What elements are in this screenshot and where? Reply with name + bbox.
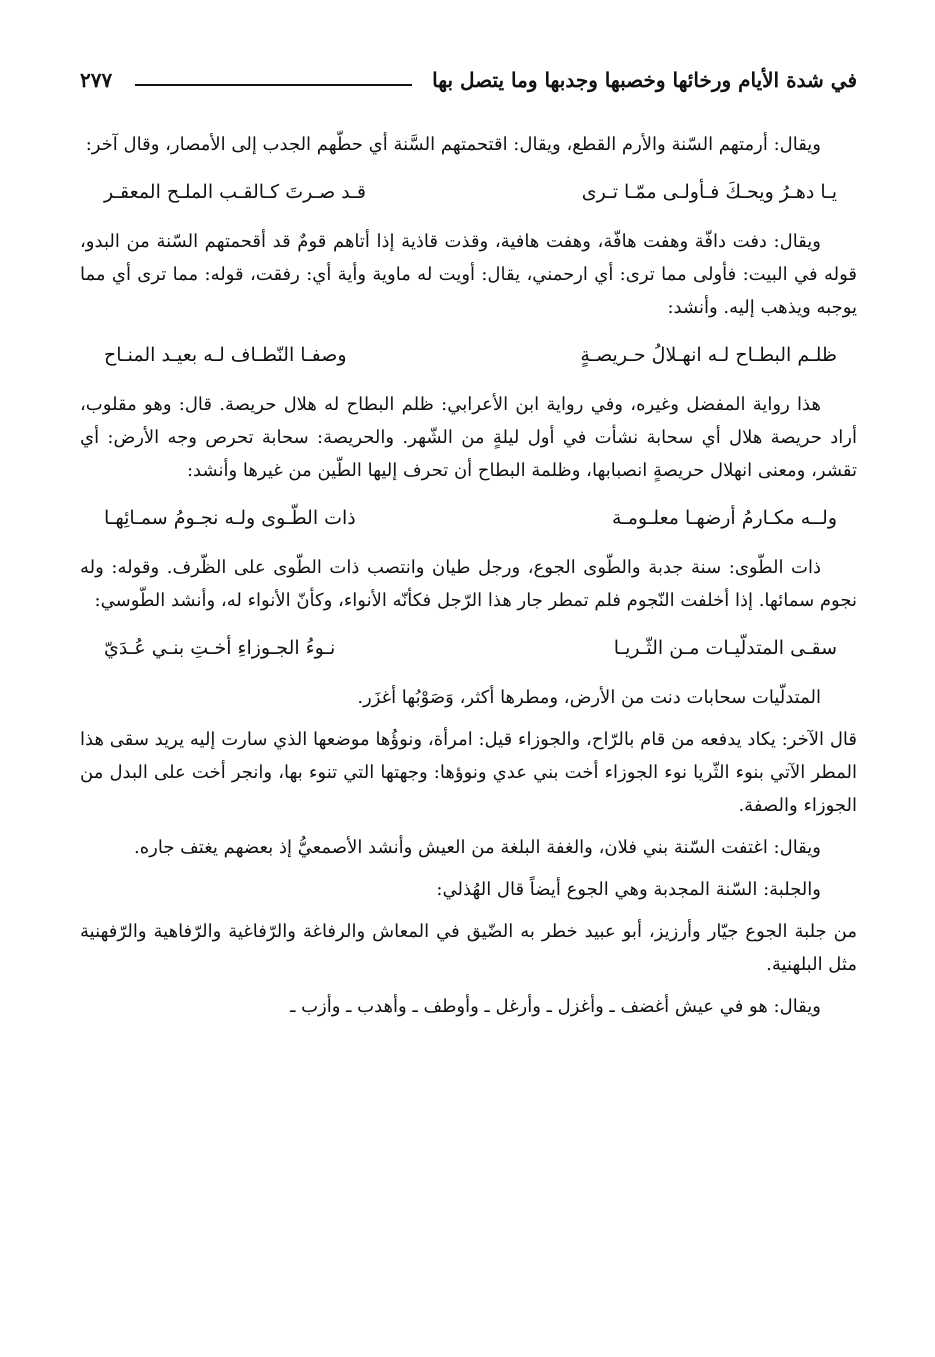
paragraph: هذا رواية المفضل وغيره، وفي رواية ابن الأعرابي: ظلم البطاح له هلال حريصة. قال: وهو مقلوب، أراد حريصة هلال أي سحابة نشأت في أول ليلةٍ من الشّهر. والحريصة: سحابة تحرص وجه الأرض: أي تقشر، ومعنى انهلال حريصةٍ انصبابها، وظلمة البطاح أن تحرف إليها الطّين من غيرها وأنشد:	[80, 394, 857, 481]
verse-second-hemistich: وصفـا النّطـاف لـه بعيـد المنـاح	[104, 344, 347, 366]
paragraph: ويقال: هو في عيش أغضف ـ وأغزل ـ وأرغل ـ وأوطف ـ وأهدب ـ وأزب ـ	[290, 996, 821, 1017]
verse-first-hemistich: يـا دهـرُ ويحـكَ فـأولـى ممّـا تـرى	[581, 181, 837, 203]
paragraph: المتدلّيات سحابات دنت من الأرض، ومطرها أكثر، وَصَوْبُها أغزَر.	[357, 687, 821, 708]
verse-second-hemistich: ذات الطّـوى ولـه نجـومُ سمـائِهـا	[104, 507, 356, 529]
verse-first-hemistich: سقـى المتدلّيـات مـن الثّـريـا	[613, 637, 837, 659]
paragraph: ويقال: اغتفت السّنة بني فلان، والغفة البلغة من العيش وأنشد الأصمعيُّ إذ بعضهم يغتف جاره.	[134, 837, 821, 858]
page-body	[80, 128, 857, 1032]
verse-line	[80, 631, 857, 665]
verse-second-hemistich: قـد صـرتَ كـالقـب الملـح المعقـر	[104, 181, 366, 203]
verse-line	[80, 501, 857, 535]
verse-line	[80, 175, 857, 209]
paragraph: ذات الطّوى: سنة جدبة والطّوى الجوع، ورجل طيان وانتصب ذات الطّوى على الظّرف. وقوله: وله نجوم سمائها. إذا أخلفت النّجوم فلم تمطر جار هذا الرّجل فكأنّه الأنواء، وكأنّ الأنواء له، وأنشد الطّوسي:	[80, 557, 857, 611]
verse-first-hemistich: ولــه مكـارمُ أرضهـا معلـومـة	[611, 507, 837, 529]
verse-first-hemistich: ظلـم البطـاح لـه انهـلالُ حـريصـةٍ	[580, 344, 837, 366]
paragraph: والجلبة: السّنة المجدبة وهي الجوع أيضاً قال الهُذلي:	[436, 879, 821, 900]
header-rule	[135, 84, 412, 86]
verse-second-hemistich: نـوءُ الجـوزاءِ أخـتِ بنـي عُـدَيّ	[104, 637, 336, 659]
verse-line	[80, 338, 857, 372]
paragraph: ويقال: أرمتهم السّنة والأرم القطع، ويقال: اقتحمتهم السَّنة أي حطّهم الجدب إلى الأمصار، وقال آخر:	[85, 134, 821, 155]
paragraph: من جلبة الجوع جيّار وأرزيز، أبو عبيد خطر به الضّيق في المعاش والرفاغة والرّفاغية والرّفاهية والرّفهنية مثل البلهنية.	[80, 921, 857, 975]
paragraph: ويقال: دفت دافّة وهفت هافّة، وهفت هافية، وقذت قاذية إذا أتاهم قومٌ قد أقحمتهم السّنة من البدو، قوله في البيت: فأولى مما ترى: أي ارحمني، يقال: أويت له ماوية وأية أي: رفقت، قوله: مما ترى أي مما يوجبه ويذهب إليه. وأنشد:	[80, 231, 857, 318]
page-header	[80, 62, 857, 102]
paragraph: قال الآخر: يكاد يدفعه من قام بالرّاح، والجوزاء قيل: امرأة، ونوؤُها موضعها الذي سارت إليه يريد سقى هذا المطر الآتي بنوء الثّريا نوء الجوزاء أخت بني عدي ونوؤها: وجهتها التي تنوء بها، وانجر أخت على البدل من الجوزاء والصفة.	[80, 729, 857, 816]
page-number: ٢٧٧	[80, 68, 113, 92]
running-title: في شدة الأيام ورخائها وخصبها وجدبها وما يتصل بها	[432, 68, 857, 92]
